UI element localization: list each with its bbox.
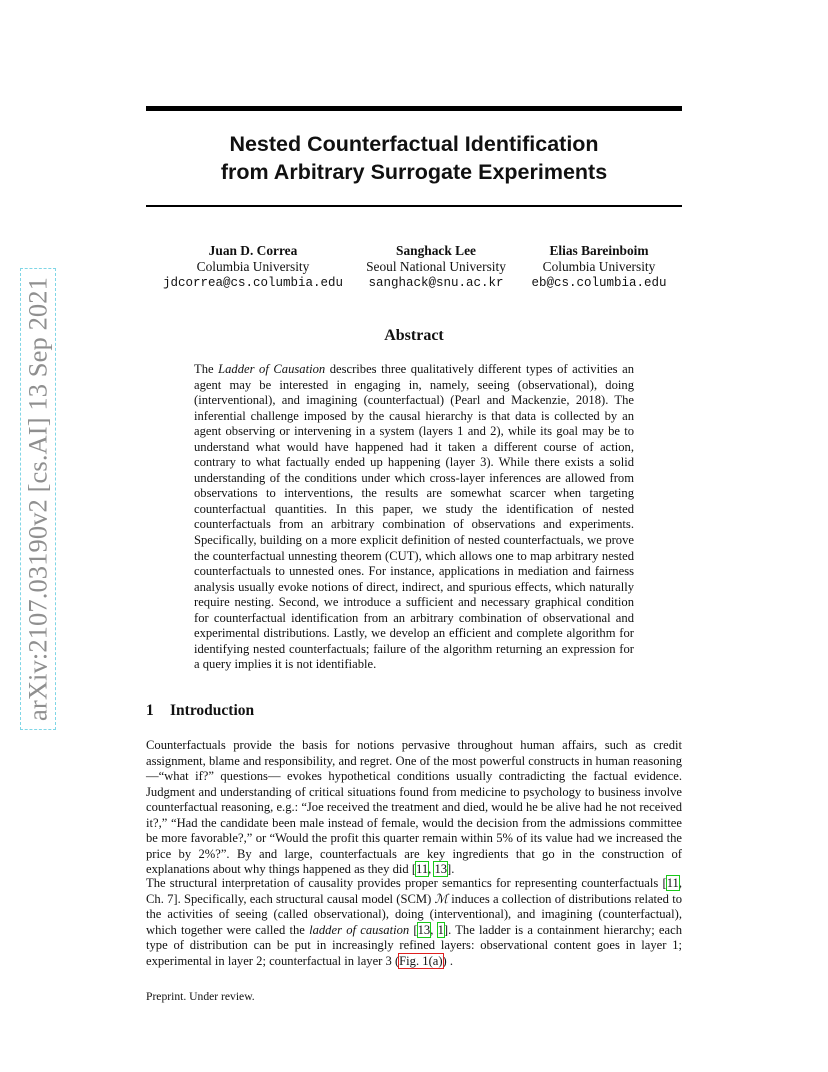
author-email[interactable]: jdcorrea@cs.columbia.edu (162, 276, 344, 290)
author-email[interactable]: sanghack@snu.ac.kr (368, 276, 504, 290)
author-block-3 (526, 243, 672, 291)
abstract-lead: The (194, 362, 219, 376)
paragraph-text: [ (409, 922, 418, 937)
intro-paragraph-1 (146, 738, 682, 878)
paragraph-end: ) . (442, 953, 454, 968)
paragraph-text: Counterfactuals provide the basis for notions pervasive throughout human affairs, such as credit assignment, blame and responsibility, and regret. One of the most powerful constructs in human reasoning —“what if?” questions— evokes hypothetical conditions usually contradicting the factual evidence. Judgment and understanding of critical situations found from medicine to psychology to business involve counterfactual reasoning, e.g.: “Joe received the treatment and died, would he be alive had he not received it?,” “Had the candidate been male instead of female, would the decision from the admissions committee be more favorable?,” or “Would the profit this quarter remain within 5% of its value had we increased the price by 2%?”. By and large, counterfactuals are key ingredients that go in the construction of explanations about why things happened as they did [ (146, 738, 682, 877)
abstract-body: describes three qualitatively different types of activities an agent may be interested in engaging in, namely, seeing (observational), doing (interventional), and imagining (counterfactual) (Pearl and Mackenzie, 2018). The inferential challenge imposed by the causal hierarchy is that data is collected by an agent observing or intervening in a system (layers 1 and 2), while its goal may be to understand what would have happened had it taken a different course of action, contrary to what factually ended up happening (layer 3). While there exists a solid understanding of the conditions under which cross-layer inferences are allowed from observations to interventions, the results are somewhat scarcer when targeting counterfactual quantities. In this paper, we study the identification of nested counterfactuals from an arbitrary combination of observations and experiments. Specifically, building on a more explicit definition of nested counterfactuals, we prove the counterfactual unnesting theorem (CUT), which allows one to map arbitrary nested counterfactuals to unnested ones. For instance, applications in mediation and fairness analysis usually evoke notions of direct, indirect, and spurious effects, which naturally require nesting. Second, we introduce a sufficient and necessary graphical condition for counterfactual identification from an arbitrary combination of observational and experimental distributions. Lastly, we develop an efficient and complete algorithm for identifying nested counterfactuals; failure of the algorithm returning an expression for a query implies it is not identifiable. (194, 362, 634, 672)
intro-paragraph-2 (146, 876, 682, 969)
author-name: Sanghack Lee (396, 243, 476, 258)
citation-link[interactable]: 1 (437, 922, 444, 937)
title-line-1: Nested Counterfactual Identification (229, 132, 599, 156)
paragraph-text: induces a collection of distributions related to the activities of seeing (called observational), doing (interventional), and imagining (counterfactual), which together were called the (146, 891, 682, 937)
author-name: Elias Bareinboim (549, 243, 649, 258)
citation-link[interactable]: 13 (417, 922, 431, 937)
citation-link[interactable]: 11 (666, 876, 679, 890)
paragraph-text: , Ch. 7]. Specifically, each structural causal model (SCM) (146, 876, 682, 906)
paragraph-text: ]. The ladder is a containment hierarchy; each type of distribution can be put in increasingly refined layers: observational content goes in layer 1; experimental in layer 2; counterfactual in layer 3 ( (146, 922, 682, 968)
ladder-of-causation-term: Ladder of Causation (218, 362, 326, 376)
arxiv-identifier: arXiv:2107.03190v2 [cs.AI] 13 Sep 2021 (22, 277, 53, 721)
paragraph-text: The structural interpretation of causality provides proper semantics for representing counterfactuals [ (146, 876, 667, 890)
author-affiliation: Columbia University (196, 259, 310, 274)
citation-link[interactable]: 13 (434, 862, 448, 877)
citation-link[interactable]: 11 (416, 862, 429, 877)
author-affiliation: Columbia University (542, 259, 656, 274)
author-block-2 (356, 243, 516, 291)
author-email[interactable]: eb@cs.columbia.edu (531, 276, 667, 290)
paragraph-end: ]. (447, 862, 455, 877)
paper-title (146, 130, 682, 186)
title-rule-bottom (146, 205, 682, 207)
author-name: Juan D. Correa (208, 243, 298, 258)
author-block-1 (160, 243, 346, 291)
preprint-footer: Preprint. Under review. (146, 990, 255, 1003)
abstract-heading: Abstract (384, 327, 444, 344)
citation-separator: , (430, 922, 438, 937)
ladder-of-causation-term: ladder of causation (309, 922, 410, 937)
abstract-text (194, 362, 634, 673)
title-rule-top (146, 106, 682, 111)
arxiv-identifier-stamp (10, 268, 68, 738)
figure-reference-link[interactable]: Fig. 1(a) (399, 953, 443, 968)
title-line-2: from Arbitrary Surrogate Experiments (220, 160, 608, 184)
scm-symbol: ℳ (434, 891, 448, 906)
section-number: 1 (146, 702, 154, 719)
citation-separator: , (428, 862, 435, 877)
author-affiliation: Seoul National University (366, 259, 506, 274)
section-title: Introduction (170, 702, 255, 719)
section-heading (146, 702, 254, 720)
